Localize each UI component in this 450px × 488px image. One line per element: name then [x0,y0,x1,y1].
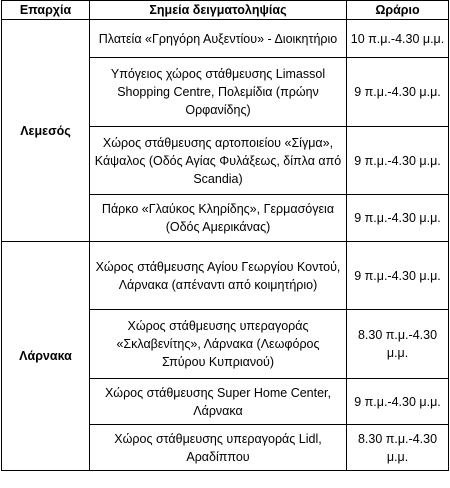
hours-cell: 8.30 π.μ.-4.30 μ.μ. [347,425,449,471]
hours-cell: 10 π.μ.-4.30 μ.μ. [347,20,449,58]
header-district: Επαρχία [2,1,90,20]
hours-cell: 9 π.μ.-4.30 μ.μ. [347,379,449,425]
district-cell: Λάρνακα [2,242,90,471]
district-cell: Λεμεσός [2,20,90,242]
location-cell: Πάρκο «Γλαύκος Κληρίδης», Γερμασόγεια (Οδός Αμερικάνας) [90,195,347,242]
hours-cell: 8.30 π.μ.-4.30 μ.μ. [347,310,449,379]
table-row [2,20,449,58]
hours-cell: 9 π.μ.-4.30 μ.μ. [347,242,449,310]
header-location: Σημεία δειγματοληψίας [90,1,347,20]
hours-cell: 9 π.μ.-4.30 μ.μ. [347,127,449,195]
table-row [2,242,449,310]
location-cell: Χώρος στάθμευσης Αγίου Γεωργίου Κοντού, Λάρνακα (απέναντι από κοιμητήριο) [90,242,347,310]
location-cell: Χώρος στάθμευσης υπεραγοράς Lidl, Αραδίππου [90,425,347,471]
hours-cell: 9 π.μ.-4.30 μ.μ. [347,195,449,242]
location-cell: Χώρος στάθμευσης υπεραγοράς «Σκλαβενίτης», Λάρνακα (Λεωφόρος Σπύρου Κυπριανού) [90,310,347,379]
location-cell: Υπόγειος χώρος στάθμευσης Limassol Shopping Centre, Πολεμίδια (πρώην Ορφανίδης) [90,58,347,127]
sampling-schedule-table [1,0,449,471]
location-cell: Χώρος στάθμευσης Super Home Center, Λάρνακα [90,379,347,425]
hours-cell: 9 π.μ.-4.30 μ.μ. [347,58,449,127]
header-row [2,1,449,20]
header-hours: Ωράριο [347,1,449,20]
location-cell: Χώρος στάθμευσης αρτοποιείου «Σίγμα», Κάψαλος (Οδός Αγίας Φυλάξεως, δίπλα από Scandia) [90,127,347,195]
location-cell: Πλατεία «Γρηγόρη Αυξεντίου» - Διοικητήριο [90,20,347,58]
